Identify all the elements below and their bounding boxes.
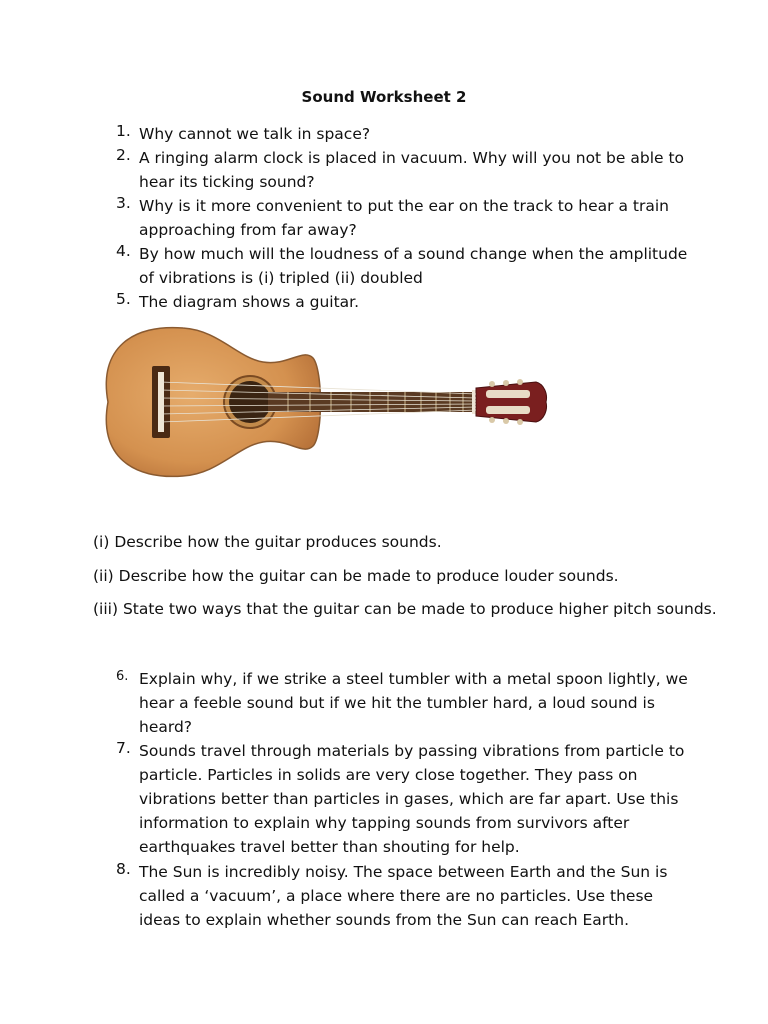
subquestion-i: (i) Describe how the guitar produces sounds.	[93, 533, 442, 551]
question-number: 7.	[116, 739, 131, 757]
guitar-image	[88, 318, 548, 486]
question-number: 1.	[116, 122, 131, 140]
question-text: Why is it more convenient to put the ear on the track to hear a train approaching from far away?	[139, 197, 669, 239]
question-text: Explain why, if we strike a steel tumbler with a metal spoon lightly, we hear a feeble sound but if we hit the tumbler hard, a loud sound is heard?	[139, 670, 688, 736]
question-number: 8.	[116, 860, 131, 878]
question-text: Why cannot we talk in space?	[139, 125, 371, 143]
subquestion-ii: (ii) Describe how the guitar can be made to produce louder sounds.	[93, 567, 619, 585]
question-number: 5.	[116, 290, 131, 308]
question-text: By how much will the loudness of a sound change when the amplitude of vibrations is (i) tripled (ii) doubled	[139, 245, 688, 287]
question-number: 6.	[116, 669, 129, 684]
question-number: 3.	[116, 194, 131, 212]
question-text: The diagram shows a guitar.	[139, 293, 360, 311]
question-text: Sounds travel through materials by passing vibrations from particle to particle. Particles in solids are very close together. They pass on vibrations better than particles in gases, which are far apart. Use this information to explain why tapping sounds from survivors after earthquakes travel better than shouting for help.	[139, 742, 685, 856]
question-number: 4.	[116, 242, 131, 260]
question-number: 2.	[116, 146, 131, 164]
page-title: Sound Worksheet 2	[301, 88, 467, 106]
question-text: A ringing alarm clock is placed in vacuum. Why will you not be able to hear its ticking sound?	[139, 149, 685, 191]
question-text: The Sun is incredibly noisy. The space between Earth and the Sun is called a ‘vacuum’, a place where there are no particles. Use these ideas to explain whether sounds from the Sun can reach Earth.	[139, 863, 668, 929]
subquestion-iii: (iii) State two ways that the guitar can be made to produce higher pitch sounds.	[93, 600, 717, 618]
